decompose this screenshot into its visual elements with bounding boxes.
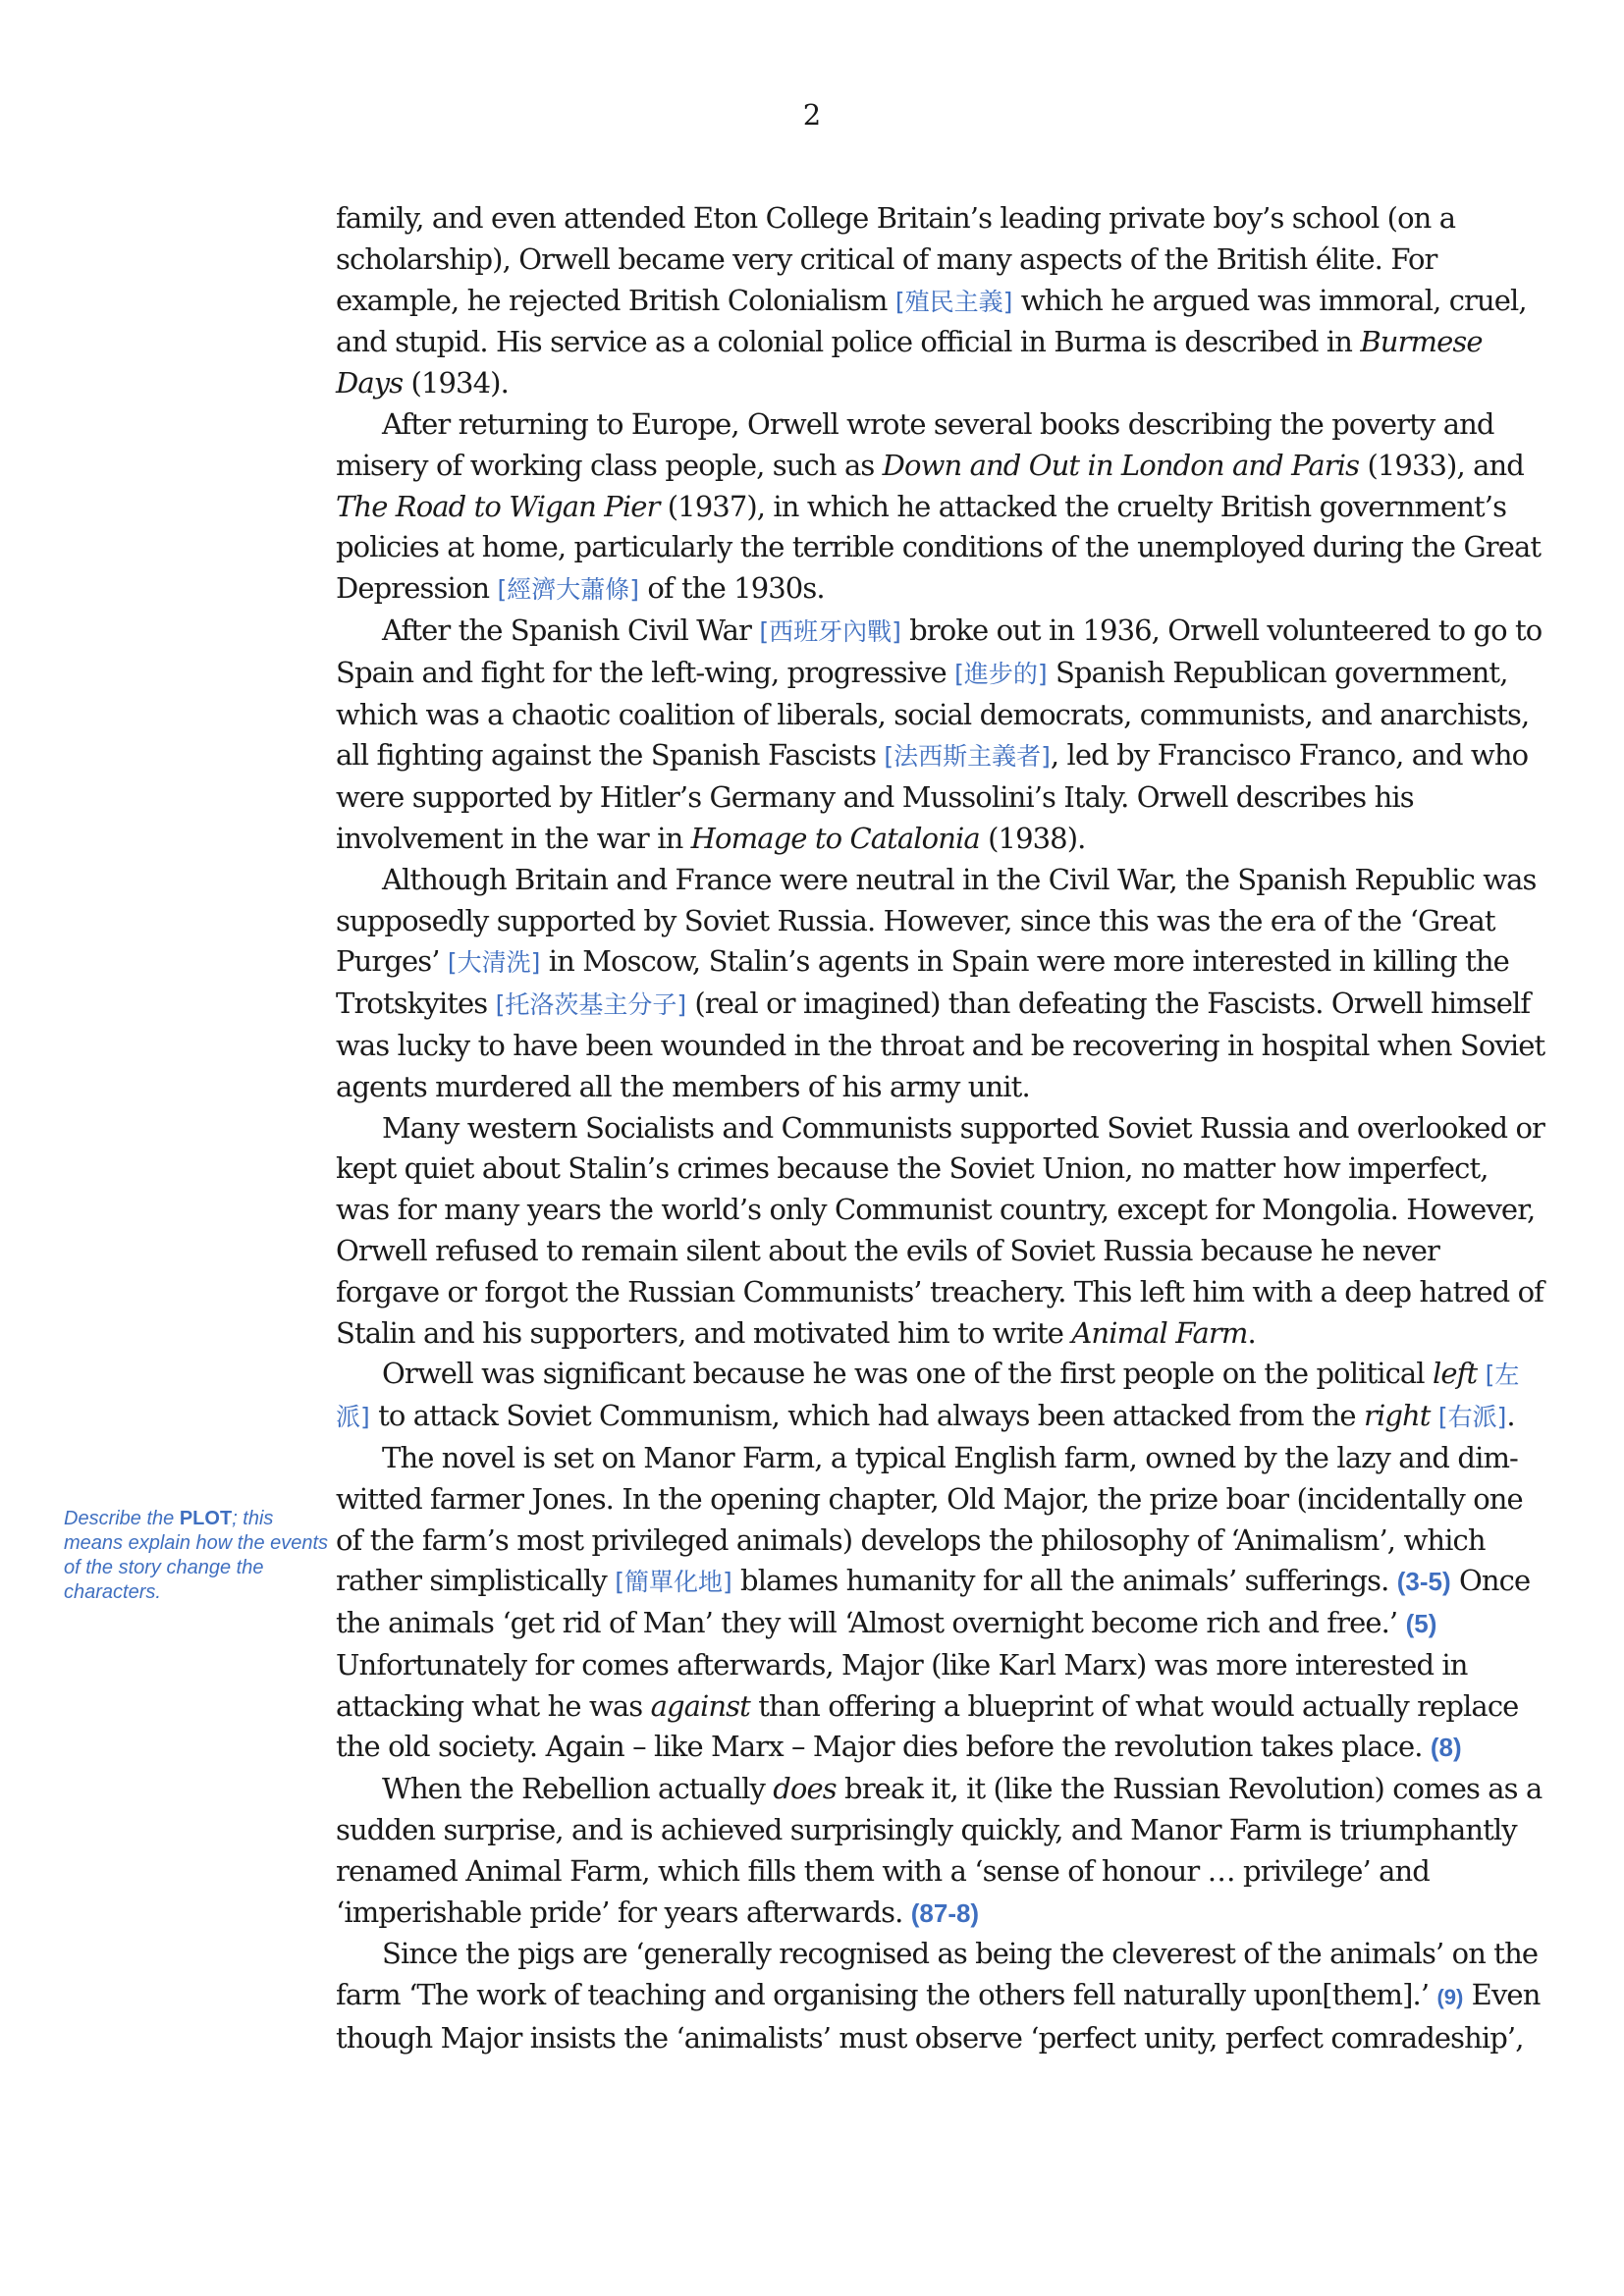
page-reference: (87-8) [910,1897,980,1928]
paragraph-text: (real or imagined) than defeating the Fascists. Orwell himself was lucky to have been wounded in the throat and be recovering in hospital when Soviet agents murdered all the members of his army unit. [336,987,1545,1103]
chinese-gloss: [左派] [336,1361,1520,1432]
paragraph-text: in Moscow, Stalin’s agents in Spain were more interested in killing the Trotskyites [336,944,1509,1021]
paragraph-text [1431,1399,1438,1432]
paragraph [336,860,1545,1108]
paragraph-text: Orwell was significant because he was one of the first people on the political [382,1357,1433,1391]
italic-title-text: Burmese Days [336,325,1483,400]
margin-note [64,1507,329,1605]
chinese-gloss: [西班牙內戰] [759,616,901,646]
paragraph-text: of the 1930s. [639,571,825,606]
margin-note-rest: ; this means explain how the events of the story change the characters. [64,1508,329,1603]
paragraph-text: break it, it (like the Russian Revolution) comes as a sudden surprise, and is achieved surprisingly quickly, and Manor Farm is triumphantly renamed Animal Farm, which fills them with a ‘sense of honour … privilege’ and ‘imperishable pride’ for years afterwards. [336,1772,1543,1929]
page-reference: (5) [1405,1609,1437,1639]
paragraph-text: Even though Major insists the ‘animalists’ must observe ‘perfect unity, perfect comradeship’, [336,1978,1541,2056]
paragraph-text: , led by Francisco Franco, and who were supported by Hitler’s Germany and Mussolini’s Italy. Orwell describes his involvement in the war in [336,738,1529,855]
page-number: 2 [802,98,822,132]
paragraph-text: Unfortunately for comes afterwards, Major (like Karl Marx) was more interested in attacking what he was [336,1647,1468,1723]
paragraph-text: Since the pigs are ‘generally recognised as being the cleverest of the animals’ on the farm ‘The work of teaching and organising the others fell naturally upon[them].’ [336,1937,1539,2012]
paragraph-text: . [1247,1315,1256,1350]
chinese-gloss: [大清洗] [447,948,541,978]
paragraph [336,404,1545,611]
chinese-gloss: [經濟大蕭條] [497,575,640,605]
chinese-gloss: [簡單化地] [615,1568,732,1597]
italic-title-text: Animal Farm [1071,1315,1248,1350]
italic-title-text: right [1363,1399,1431,1433]
paragraph-text: than offering a blueprint of what would actually replace the old society. Again – like Marx – Major dies before the revolution takes place. [336,1688,1519,1764]
body-text [336,198,1545,2059]
italic-title-text: The Road to Wigan Pier [336,489,660,523]
paragraph-text: which he argued was immoral, cruel, and stupid. His service as a colonial police official in Burma is described in [336,283,1527,359]
paragraph-text: family, and even attended Eton College Britain’s leading private boy’s school (on a scholarship), Orwell became very critical of many aspects of the British élite. For example, he rejected British Colonialism [336,201,1456,317]
margin-note-keyword: PLOT [179,1508,233,1529]
page-reference: (8) [1430,1733,1462,1763]
paragraph-text: (1938). [979,821,1086,855]
paragraph-text: The novel is set on Manor Farm, a typical English farm, owned by the lazy and dim-witted farmer Jones. In the opening chapter, Old Major, the prize boar (incidentally one of the farm’s most privileged animals) develops the philosophy of ‘Animalism’, which rather simplistically [336,1440,1523,1598]
margin-note-lead: Describe the [64,1508,180,1529]
paragraph-text: When the Rebellion actually [382,1772,774,1806]
paragraph-text: Once the animals ‘get rid of Man’ they will ‘Almost overnight become rich and free.’ [336,1564,1531,1640]
paragraph-text: (1937), in which he attacked the cruelty British government’s policies at home, particularly the terrible conditions of the unemployed during the Great Depression [336,489,1542,606]
paragraph-text: (1934). [403,366,509,400]
paragraph-text: Although Britain and France were neutral in the Civil War, the Spanish Republic was supposedly supported by Soviet Russia. However, since this was the era of the ‘Great Purges’ [336,862,1537,979]
chinese-gloss: [進步的] [954,659,1048,688]
paragraph-text: Many western Socialists and Communists supported Soviet Russia and overlooked or kept quiet about Stalin’s crimes because the Soviet Union, no matter how imperfect, was for many years the world’s only Communist country, except for Mongolia. However, Orwell refused to remain silent about the evils of Soviet Russia because he never forgave or forgot the Russian Communists’ treachery. This left him with a deep hatred of Stalin and his supporters, and motivated him to write [336,1110,1545,1350]
page-reference: (9) [1436,1985,1464,2010]
paragraph [336,1354,1545,1438]
paragraph [336,611,1545,860]
italic-title-text: does [773,1772,837,1806]
chinese-gloss: [托洛茨基主分子] [495,990,687,1020]
chinese-gloss: [殖民主義] [894,287,1013,316]
paragraph [336,1438,1545,1769]
paragraph-text: After the Spanish Civil War [382,613,760,647]
paragraph-text [1477,1357,1485,1390]
paragraph [336,1769,1545,1934]
italic-title-text: Homage to Catalonia [690,821,980,855]
chinese-gloss: [右派] [1437,1403,1507,1432]
paragraph-text: blames humanity for all the animals’ sufferings. [731,1564,1397,1598]
paragraph [336,1108,1545,1355]
paragraph-text: (1933), and [1359,448,1524,482]
italic-title-text: left [1433,1357,1478,1391]
italic-title-text: against [650,1688,750,1723]
paragraph [336,1934,1545,2058]
chinese-gloss: [法西斯主義者] [884,742,1051,772]
italic-title-text: Down and Out in London and Paris [882,448,1360,482]
paragraph-text: After returning to Europe, Orwell wrote several books describing the poverty and misery of working class people, such as [336,406,1494,482]
paragraph-text: broke out in 1936, Orwell volunteered to go to Spain and fight for the left-wing, progressive [336,613,1543,689]
page-reference: (3-5) [1396,1567,1451,1597]
paragraph [336,198,1545,404]
paragraph-text: to attack Soviet Communism, which had always been attacked from the [369,1399,1364,1433]
paragraph-text: . [1506,1399,1515,1433]
paragraph-text: Spanish Republican government, which was a chaotic coalition of liberals, social democrats, communists, and anarchists, all fighting against the Spanish Fascists [336,655,1530,773]
